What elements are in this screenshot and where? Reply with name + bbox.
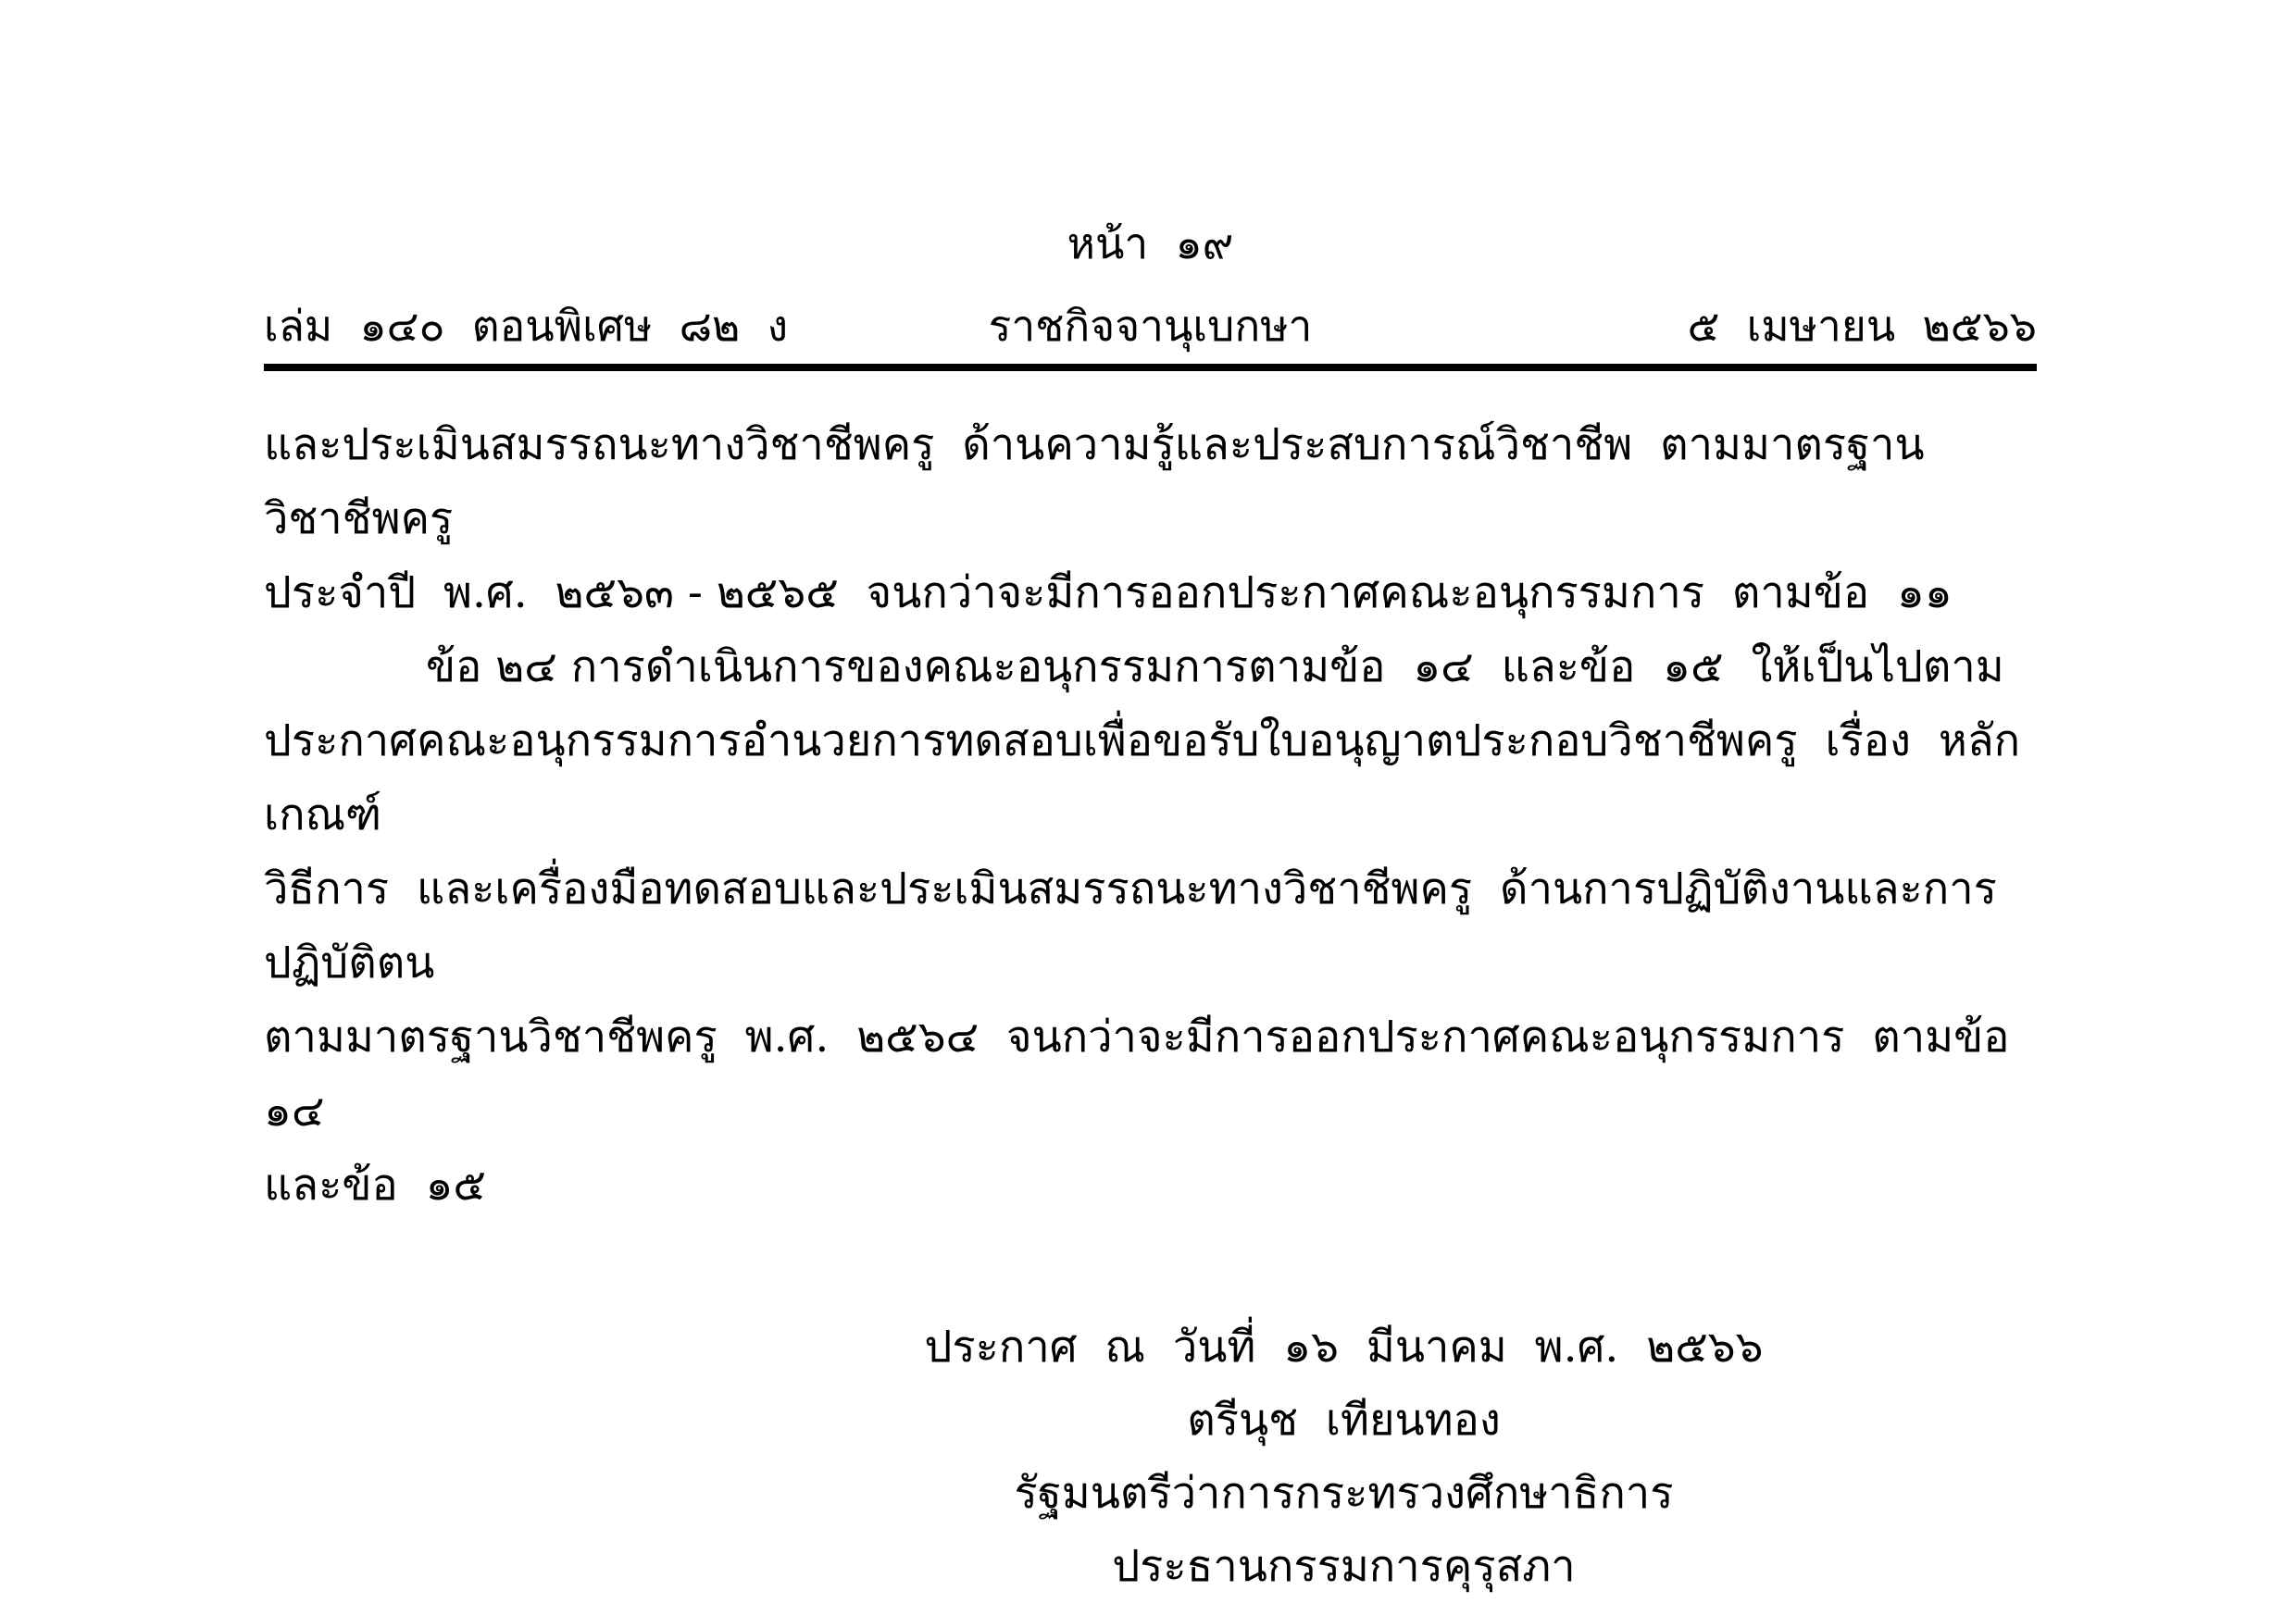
volume-issue-label: เล่ม ๑๔๐ ตอนพิเศษ ๘๒ ง [264, 301, 789, 351]
body-line: และประเมินสมรรถนะทางวิชาชีพครู ด้านความรู้และประสบการณ์วิชาชีพ ตามมาตรฐานวิชาชีพครู [264, 419, 1925, 544]
body-line: และข้อ ๑๕ [264, 1160, 486, 1211]
body-line: ข้อ ๒๔ การดำเนินการของคณะอนุกรรมการตามข้อ ๑๔ และข้อ ๑๕ ให้เป็นไปตาม [426, 641, 2004, 692]
body-line: ประจำปี พ.ศ. ๒๕๖๓ - ๒๕๖๕ จนกว่าจะมีการออกประกาศคณะอนุกรรมการ ตามข้อ ๑๑ [264, 567, 1953, 618]
announcement-date-line: ประกาศ ณ วันที่ ๑๖ มีนาคม พ.ศ. ๒๕๖๖ [924, 1322, 1764, 1373]
page-number: หน้า ๑๙ [1067, 218, 1234, 268]
gazette-title: ราชกิจจานุเบกษา [988, 301, 1313, 351]
publication-date: ๕ เมษายน ๒๕๖๖ [1687, 301, 2037, 351]
signer-name: ตรีนุช เทียนทอง [1187, 1395, 1501, 1446]
body-line: วิธีการ และเครื่องมือทดสอบและประเมินสมรรถนะทางวิชาชีพครู ด้านการปฏิบัติงานและการปฏิบัติตน [264, 864, 1997, 988]
header-divider [264, 364, 2037, 371]
signer-title-minister: รัฐมนตรีว่าการกระทรวงศึกษาธิการ [1014, 1468, 1674, 1519]
signer-title-chairman: ประธานกรรมการคุรุสภา [1112, 1541, 1576, 1592]
document-body [264, 408, 2037, 1223]
signature-block [457, 1311, 2230, 1603]
body-line: ประกาศคณะอนุกรรมการอำนวยการทดสอบเพื่อขอรับใบอนุญาตประกอบวิชาชีพครู เรื่อง หลักเกณฑ์ [264, 715, 2021, 840]
body-line: ตามมาตรฐานวิชาชีพครู พ.ศ. ๒๕๖๔ จนกว่าจะมีการออกประกาศคณะอนุกรรมการ ตามข้อ ๑๔ [264, 1012, 2038, 1137]
gazette-header-row [264, 297, 2037, 354]
